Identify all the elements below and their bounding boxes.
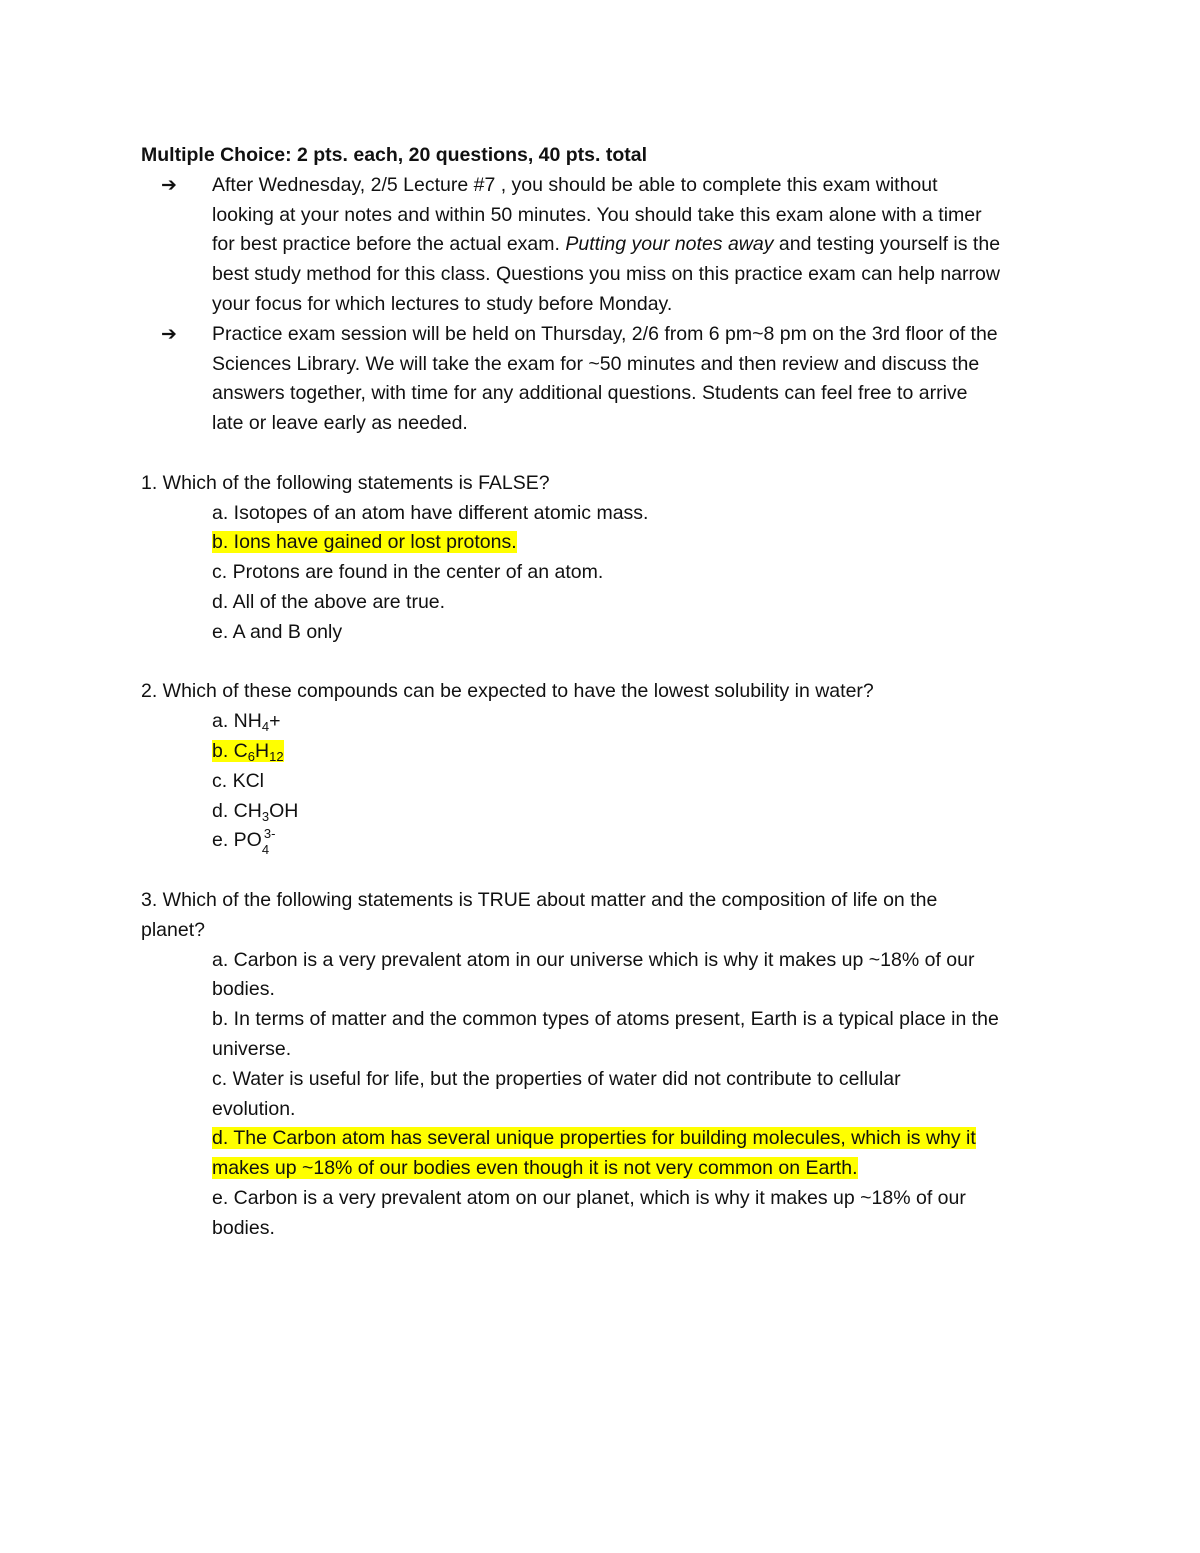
answer-options — [141, 499, 1066, 648]
option-b-cont: universe. — [212, 1037, 292, 1060]
subscript: 4 — [261, 719, 270, 735]
question-prompt: 3. Which of the following statements is TRUE about matter and the composition of life on the — [141, 888, 938, 911]
answer-highlight — [212, 740, 284, 762]
emphasis-text: Putting your notes away — [565, 233, 774, 256]
option-text: b. C — [212, 739, 248, 762]
subscript: 6 — [247, 748, 255, 764]
option-a: a. Isotopes of an atom have different atomic mass. — [212, 501, 649, 524]
question-prompt: planet? — [141, 918, 205, 941]
document-page — [141, 141, 1066, 1243]
option-e: e. Carbon is a very prevalent atom on our planet, which is why it makes up ~18% of our — [212, 1186, 966, 1209]
option-b — [212, 737, 1066, 767]
instruction-line: looking at your notes and within 50 minutes. You should take this exam alone with a timer — [212, 203, 982, 226]
option-text: OH — [269, 799, 299, 822]
option-a: a. Carbon is a very prevalent atom in our universe which is why it makes up ~18% of our — [212, 948, 975, 971]
option-d — [212, 1124, 1066, 1154]
arrow-bullet-icon: ➔ — [161, 323, 177, 345]
instruction-text: and testing yourself is the — [778, 233, 1001, 256]
instruction-text: for best practice before the actual exam. — [212, 233, 560, 256]
option-e: e. A and B only — [212, 620, 343, 643]
option-c-cont: evolution. — [212, 1097, 296, 1120]
option-text: a. NH — [212, 710, 262, 733]
subscript: 4 — [261, 842, 270, 858]
option-text: e. PO — [212, 829, 262, 852]
instruction-line: late or leave early as needed. — [212, 412, 468, 435]
option-b: b. In terms of matter and the common types of atoms present, Earth is a typical place in the — [212, 1008, 999, 1031]
subscript: 12 — [269, 748, 284, 764]
sup-sub-stack — [261, 826, 276, 858]
question-1 — [141, 469, 1066, 648]
option-b — [212, 528, 1066, 558]
option-e — [212, 826, 1066, 856]
spacer — [141, 439, 1066, 469]
option-a-cont: bodies. — [212, 978, 275, 1001]
answer-highlight: makes up ~18% of our bodies even though it is not very common on Earth. — [212, 1157, 858, 1180]
instruction-line: your focus for which lectures to study before Monday. — [212, 292, 673, 315]
answer-options — [141, 946, 1066, 1244]
instruction-line: Practice exam session will be held on Thursday, 2/6 from 6 pm~8 pm on the 3rd floor of the — [212, 322, 998, 345]
option-text: d. CH — [212, 799, 262, 822]
instruction-bullet — [141, 171, 1066, 320]
answer-highlight: b. Ions have gained or lost protons. — [212, 531, 517, 554]
option-text: H — [255, 739, 270, 762]
superscript: 3- — [263, 826, 276, 842]
option-e-cont: bodies. — [212, 1216, 275, 1239]
subscript: 3 — [261, 808, 270, 824]
question-prompt: 1. Which of the following statements is FALSE? — [141, 471, 550, 494]
spacer — [141, 648, 1066, 678]
option-c: c. Water is useful for life, but the properties of water did not contribute to cellular — [212, 1067, 901, 1090]
instruction-line: After Wednesday, 2/5 Lecture #7 , you should be able to complete this exam without — [212, 173, 938, 196]
arrow-bullet-icon: ➔ — [161, 174, 177, 196]
instruction-line — [212, 230, 1066, 260]
spacer — [141, 856, 1066, 886]
option-d-cont — [212, 1154, 1066, 1184]
instructions-list — [141, 171, 1066, 439]
question-3 — [141, 886, 1066, 1244]
question-2 — [141, 677, 1066, 856]
option-text: + — [269, 710, 281, 733]
option-d — [212, 797, 1066, 827]
instruction-bullet — [141, 320, 1066, 439]
option-d: d. All of the above are true. — [212, 590, 446, 613]
instruction-line: answers together, with time for any additional questions. Students can feel free to arrive — [212, 382, 968, 405]
section-heading: Multiple Choice: 2 pts. each, 20 questions, 40 pts. total — [141, 144, 648, 166]
question-prompt: 2. Which of these compounds can be expected to have the lowest solubility in water? — [141, 680, 874, 703]
instruction-line: best study method for this class. Questions you miss on this practice exam can help narrow — [212, 263, 1000, 286]
answer-options — [141, 707, 1066, 856]
instruction-line: Sciences Library. We will take the exam for ~50 minutes and then review and discuss the — [212, 352, 980, 375]
option-c: c. KCl — [212, 769, 265, 792]
option-c: c. Protons are found in the center of an atom. — [212, 561, 604, 584]
answer-highlight: d. The Carbon atom has several unique properties for building molecules, which is why it — [212, 1127, 976, 1150]
option-a — [212, 707, 1066, 737]
